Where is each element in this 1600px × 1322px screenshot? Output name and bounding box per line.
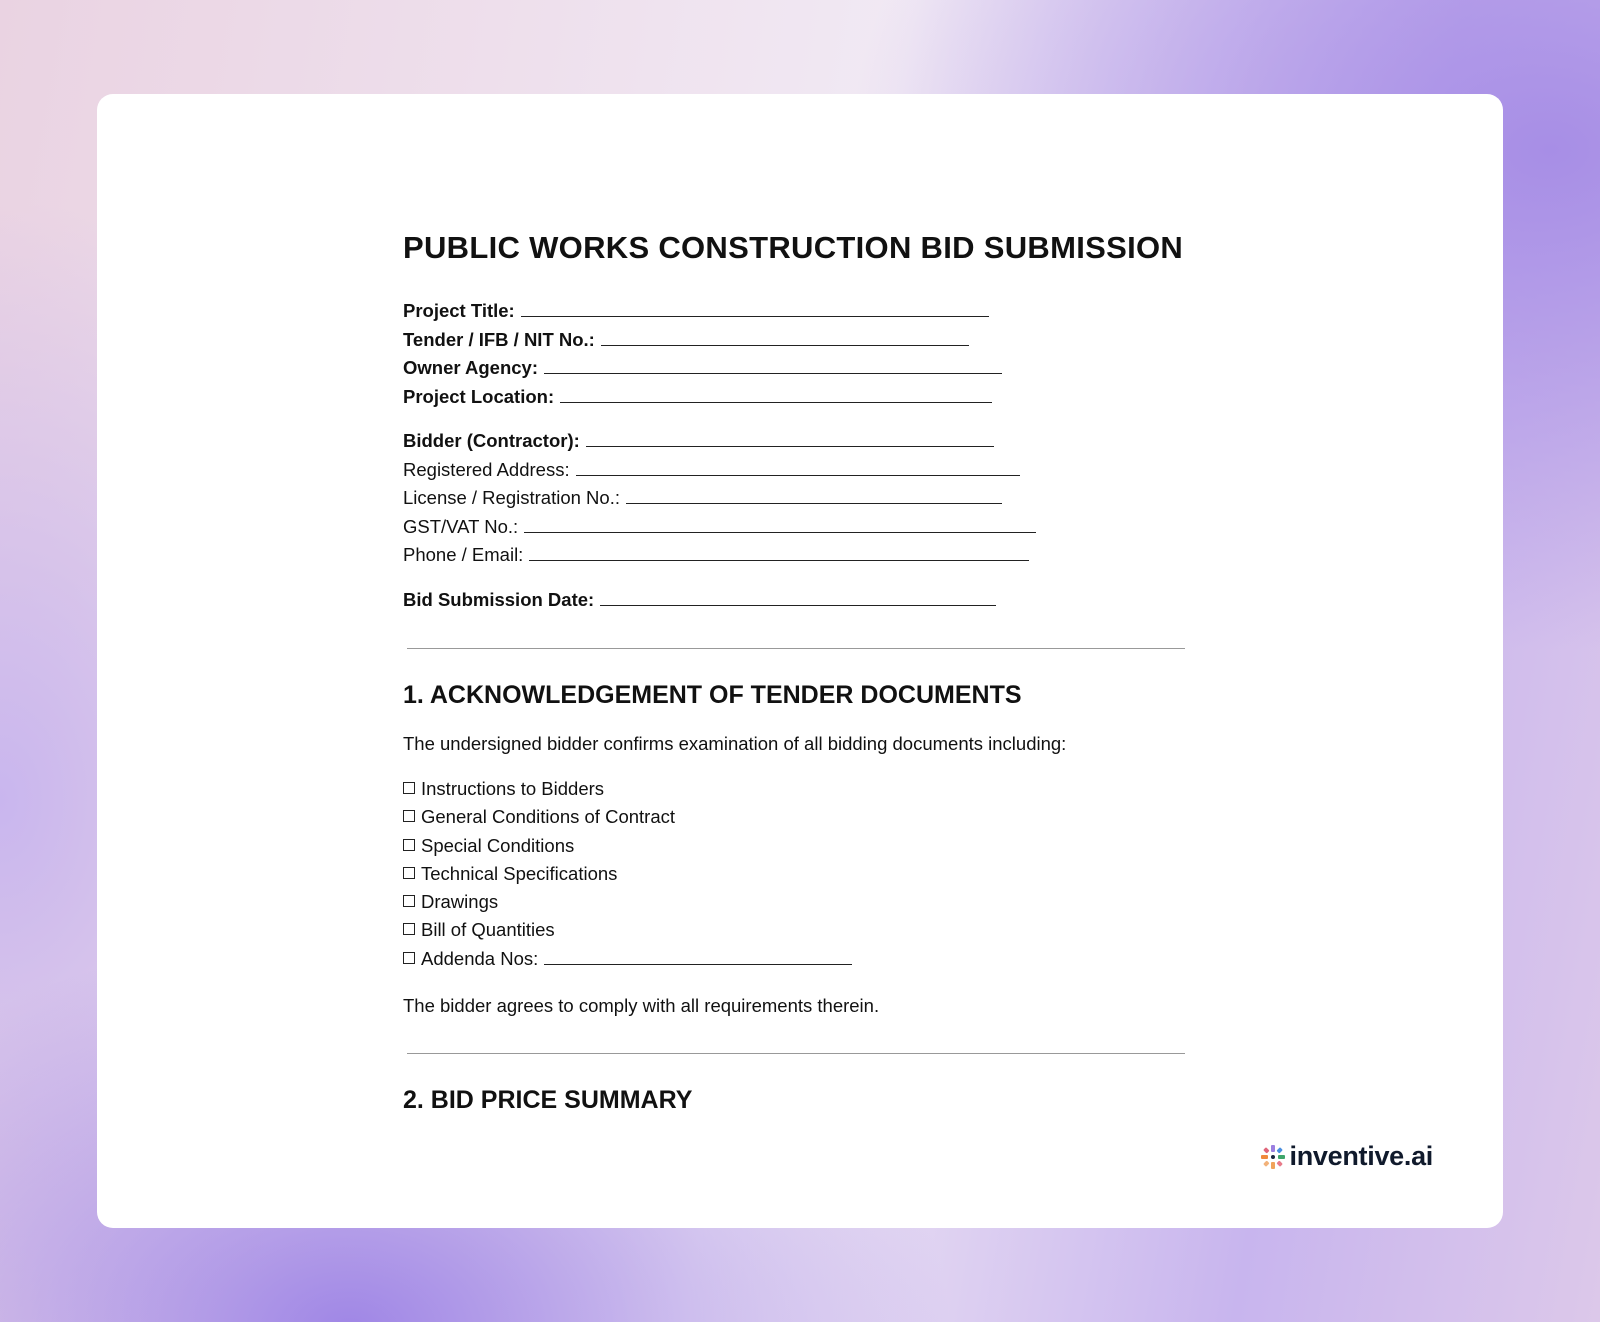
section-1-closing: The bidder agrees to comply with all requirements therein.	[403, 995, 880, 1017]
document-card	[97, 94, 1503, 1228]
checkbox-icon[interactable]	[403, 952, 415, 964]
checklist-label: Bill of Quantities	[421, 919, 555, 941]
checklist-item[interactable]	[403, 860, 1189, 888]
field-bidder[interactable]	[403, 427, 1189, 456]
checklist-item[interactable]	[403, 832, 1189, 860]
field-registered-address[interactable]	[403, 456, 1189, 485]
field-tender-no[interactable]	[403, 326, 1189, 355]
checklist-label: Instructions to Bidders	[421, 778, 605, 799]
checkbox-icon[interactable]	[403, 839, 415, 851]
field-label: Tender / IFB / NIT No.:	[403, 328, 595, 350]
checklist-item[interactable]	[403, 916, 1189, 944]
blank-line[interactable]	[600, 587, 996, 606]
field-label: Registered Address:	[403, 458, 570, 480]
field-label: Bidder (Contractor):	[403, 430, 580, 451]
bid-form	[403, 224, 1189, 1116]
section-2-heading: 2. BID PRICE SUMMARY	[403, 1086, 693, 1115]
checklist-item[interactable]	[403, 888, 1189, 916]
document-title: PUBLIC WORKS CONSTRUCTION BID SUBMISSION	[403, 230, 1184, 265]
blank-line[interactable]	[524, 514, 1036, 533]
field-license-no[interactable]	[403, 484, 1189, 513]
blank-line[interactable]	[544, 355, 1002, 374]
field-label: Bid Submission Date:	[403, 588, 595, 610]
blank-line[interactable]	[576, 457, 1020, 476]
section-1-intro: The undersigned bidder confirms examination of all bidding documents including:	[403, 733, 1067, 754]
checkbox-icon[interactable]	[403, 810, 415, 822]
blank-line[interactable]	[601, 327, 969, 346]
field-label: License / Registration No.:	[403, 487, 620, 508]
document-checklist	[403, 775, 1189, 973]
field-project-title[interactable]	[403, 297, 1189, 326]
inventive-logo-icon	[1260, 1144, 1286, 1170]
checklist-item[interactable]	[403, 775, 1189, 803]
checklist-label: Drawings	[421, 891, 499, 913]
field-gst-vat[interactable]	[403, 513, 1189, 542]
blank-line[interactable]	[586, 428, 994, 447]
divider	[407, 1053, 1185, 1054]
brand-name: inventive.ai	[1289, 1141, 1433, 1171]
field-label: GST/VAT No.:	[403, 515, 519, 537]
checklist-item[interactable]	[403, 803, 1189, 831]
blank-line[interactable]	[529, 542, 1029, 561]
field-label: Phone / Email:	[403, 544, 524, 565]
field-owner-agency[interactable]	[403, 354, 1189, 383]
divider	[407, 648, 1185, 649]
checklist-item[interactable]	[403, 945, 1189, 973]
field-label: Project Location:	[403, 385, 555, 407]
field-phone-email[interactable]	[403, 541, 1189, 570]
checkbox-icon[interactable]	[403, 895, 415, 907]
checkbox-icon[interactable]	[403, 867, 415, 879]
inventive-logo	[1260, 1141, 1433, 1172]
checklist-label: Special Conditions	[421, 834, 575, 856]
checklist-label: Addenda Nos:	[421, 947, 539, 969]
field-label: Project Title:	[403, 300, 515, 321]
checkbox-icon[interactable]	[403, 782, 415, 794]
blank-line[interactable]	[626, 485, 1002, 504]
checklist-label: Technical Specifications	[421, 862, 618, 884]
blank-line[interactable]	[521, 298, 989, 317]
blank-line[interactable]	[560, 384, 992, 403]
section-1-heading: 1. ACKNOWLEDGEMENT OF TENDER DOCUMENTS	[403, 681, 1022, 709]
field-label: Owner Agency:	[403, 357, 539, 378]
checkbox-icon[interactable]	[403, 923, 415, 935]
field-project-location[interactable]	[403, 383, 1189, 412]
project-fields	[403, 297, 1189, 614]
field-bid-date[interactable]	[403, 586, 1189, 615]
blank-line[interactable]	[544, 946, 852, 965]
checklist-label: General Conditions of Contract	[421, 806, 675, 828]
